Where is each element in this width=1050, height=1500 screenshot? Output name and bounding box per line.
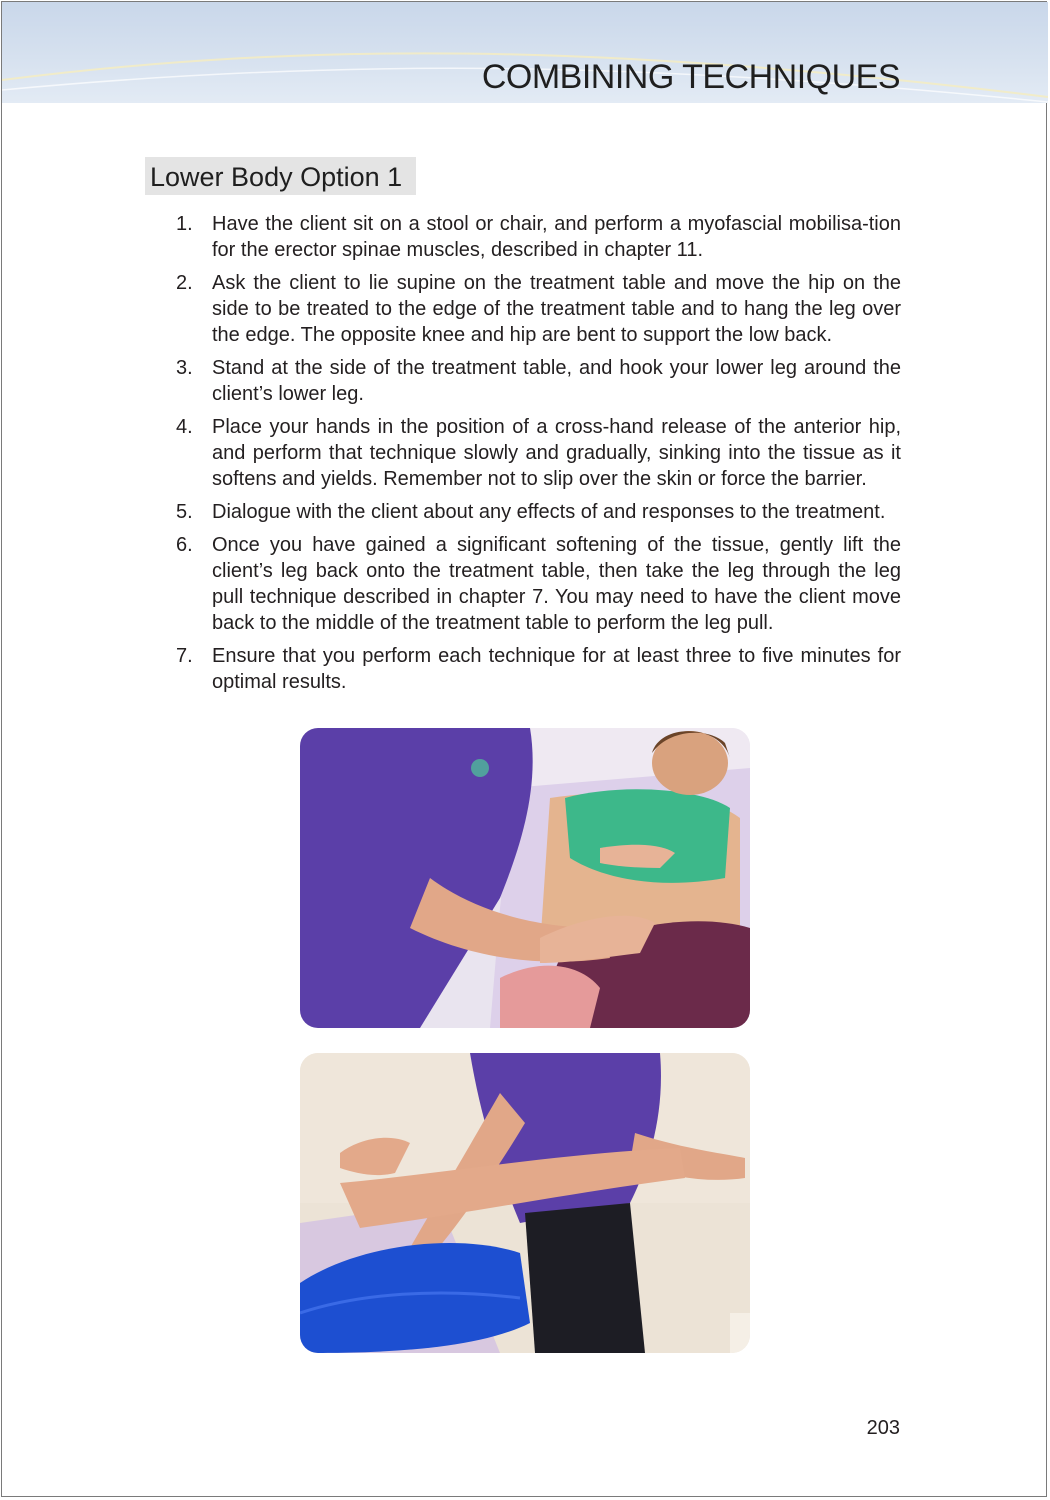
photo-leg-pull	[300, 1053, 750, 1353]
subsection-heading: Lower Body Option 1	[145, 157, 416, 195]
section-title: COMBINING TECHNIQUES	[481, 58, 900, 96]
photo-cross-hand-release	[300, 728, 750, 1028]
list-item	[176, 414, 901, 492]
step-text: Stand at the side of the treatment table, and hook your lower leg around the client’s lower leg.	[212, 357, 901, 405]
step-number: 4.	[176, 416, 193, 438]
list-item	[176, 211, 901, 263]
photo-cross-hand-release-illustration	[300, 728, 750, 1028]
step-number: 7.	[176, 645, 193, 667]
step-number: 3.	[176, 357, 193, 379]
steps-list	[176, 211, 901, 702]
step-number: 1.	[176, 213, 193, 235]
page-number: 203	[866, 1417, 900, 1439]
step-text: Dialogue with the client about any effects of and responses to the treatment.	[212, 501, 886, 523]
step-number: 2.	[176, 272, 193, 294]
step-text: Ask the client to lie supine on the treatment table and move the hip on the side to be treated to the edge of the treatment table and to hang the leg over the edge. The opposite knee and hip are bent to support the low back.	[212, 272, 901, 346]
list-item	[176, 643, 901, 695]
list-item	[176, 355, 901, 407]
step-text: Place your hands in the position of a cross-hand release of the anterior hip, and perform that technique slowly and gradually, sinking into the tissue as it softens and yields. Remember not to slip over the skin or force the barrier.	[212, 416, 901, 490]
list-item	[176, 270, 901, 348]
photo-leg-pull-illustration	[300, 1053, 750, 1353]
step-text: Ensure that you perform each technique for at least three to five minutes for optimal results.	[212, 645, 901, 693]
step-number: 6.	[176, 534, 193, 556]
step-text: Once you have gained a significant softening of the tissue, gently lift the client’s leg back onto the treatment table, then take the leg through the leg pull technique described in chapter 7. You may need to have the client move back to the middle of the treatment table to perform the leg pull.	[212, 534, 901, 634]
step-text: Have the client sit on a stool or chair, and perform a myofascial mobilisa-tion for the erector spinae muscles, described in chapter 11.	[212, 213, 901, 261]
step-number: 5.	[176, 501, 193, 523]
list-item	[176, 532, 901, 636]
list-item	[176, 499, 901, 525]
